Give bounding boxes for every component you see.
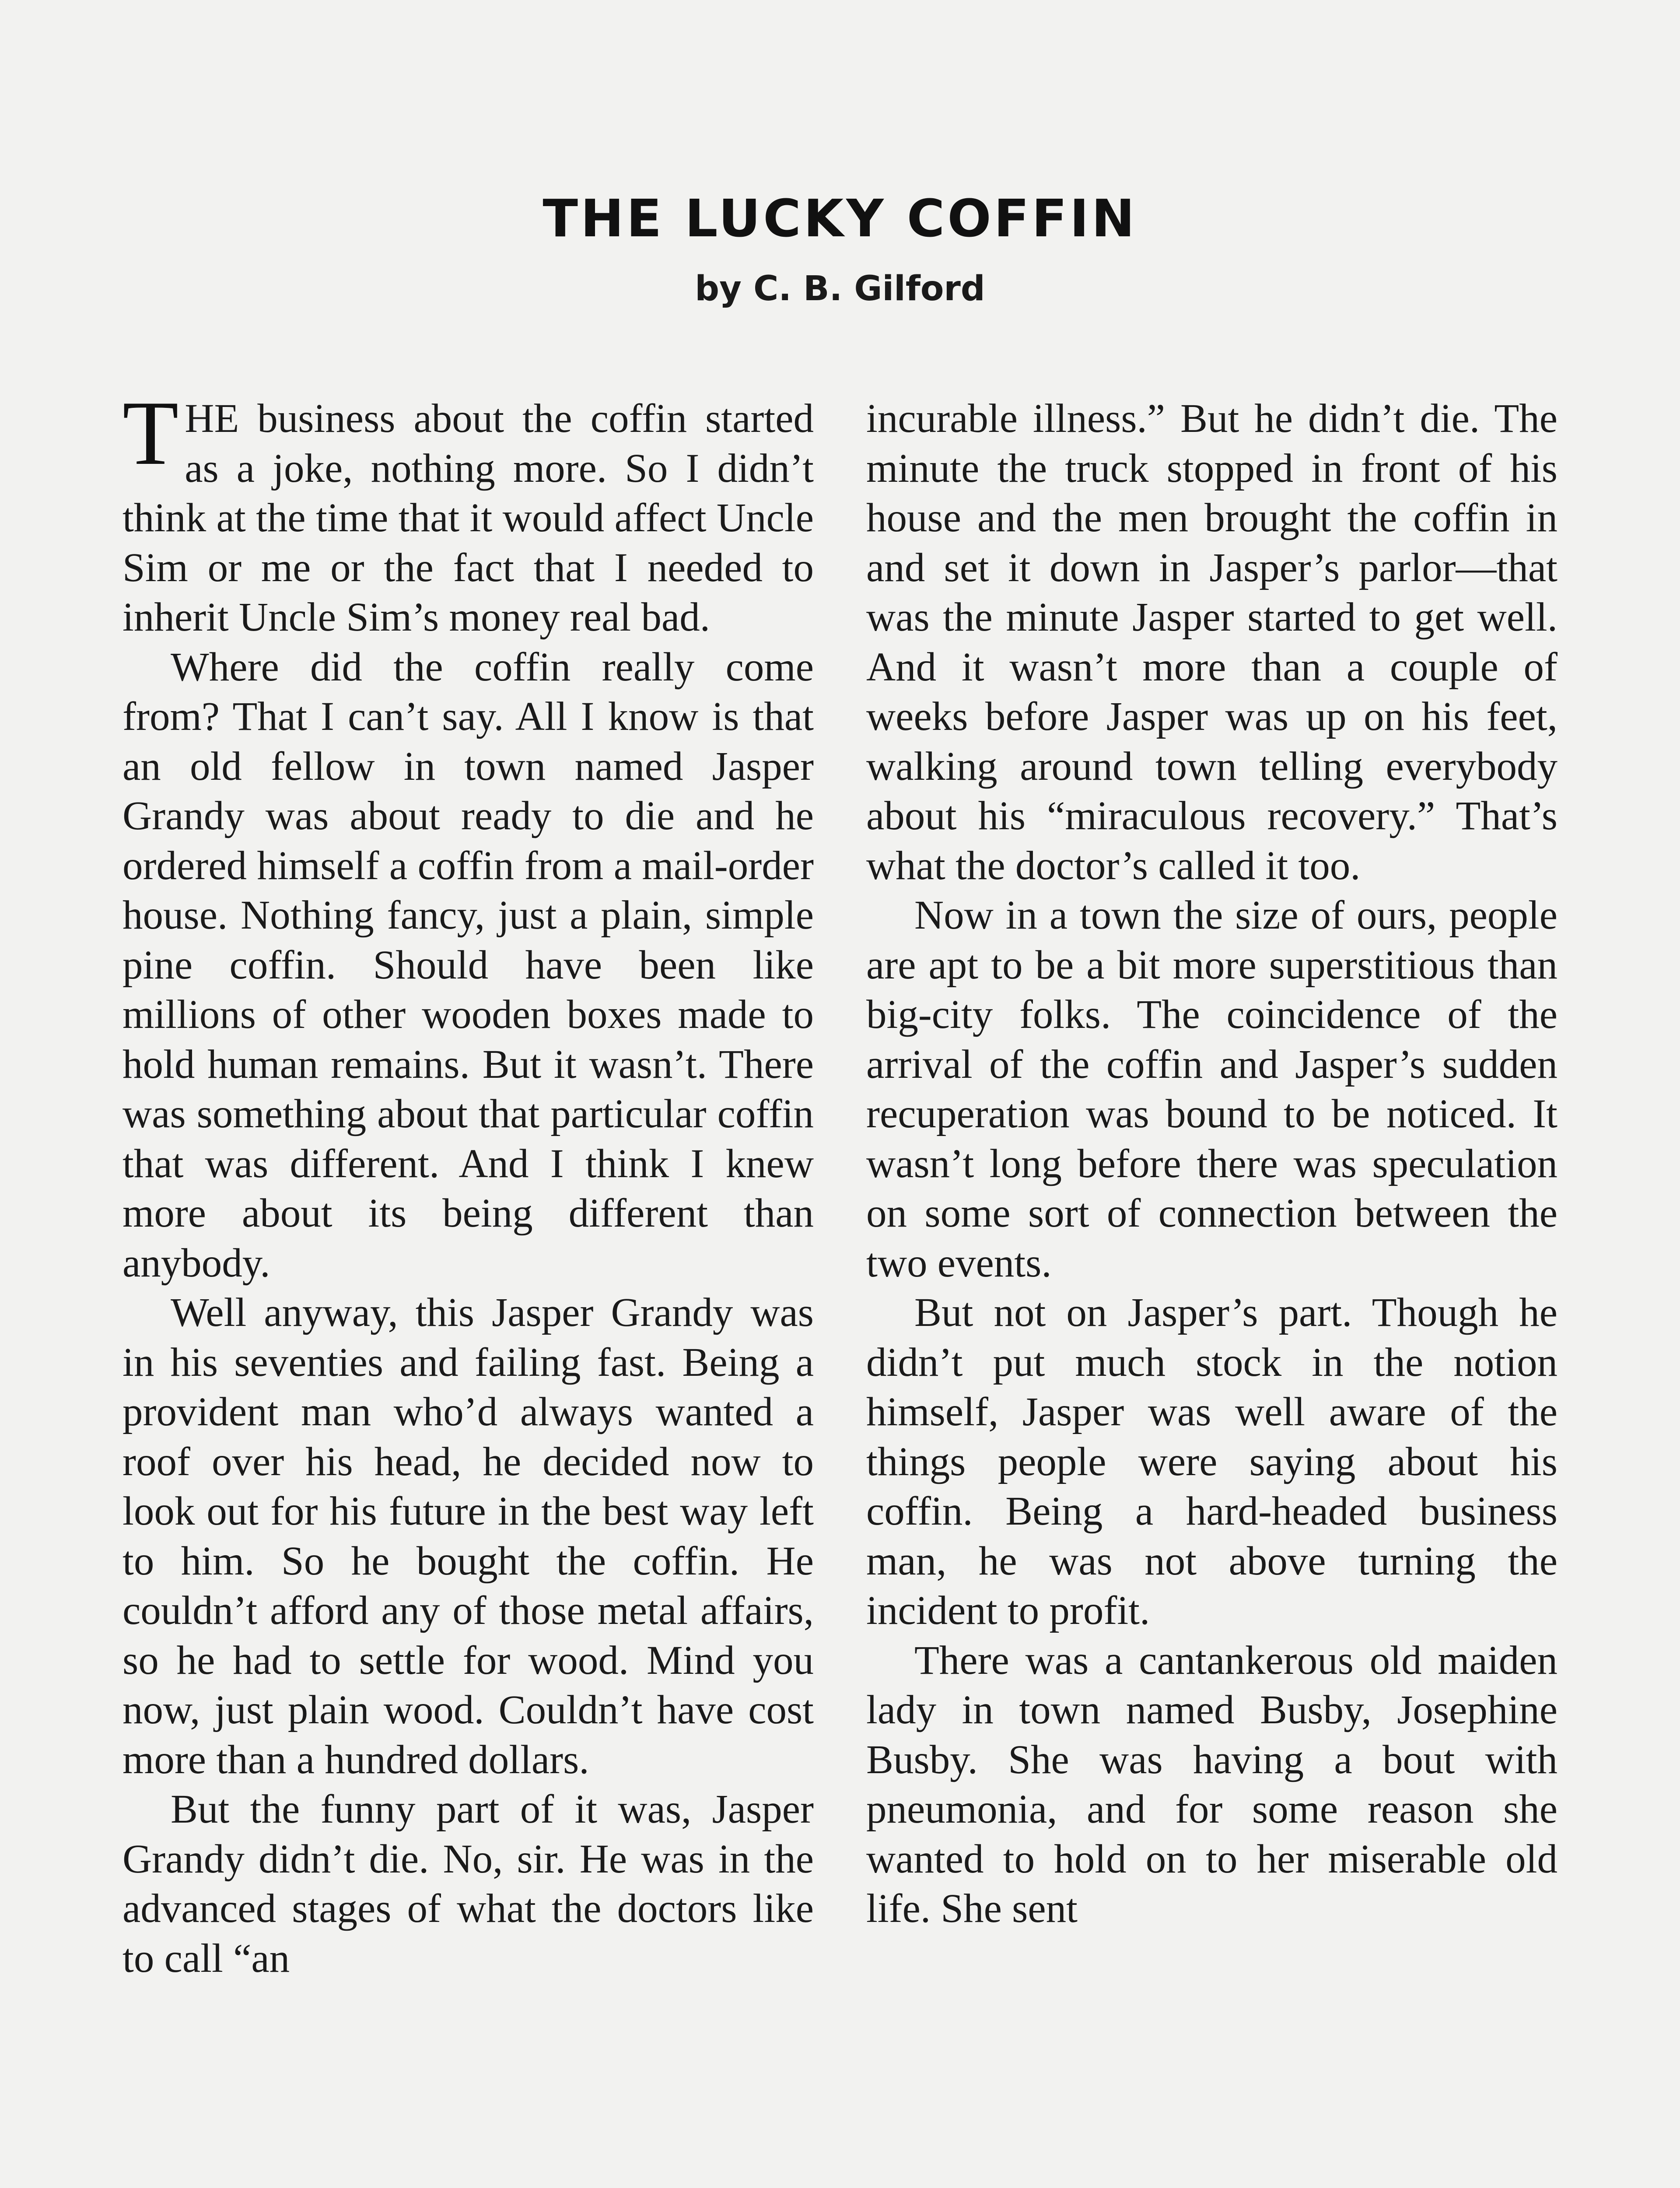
drop-cap: T xyxy=(122,382,179,484)
paragraph: There was a cantankerous old maiden lady in town named Busby, Josephine Busby. She was having a bout with pneumonia, and for some reason she wanted to hold on to her miserable old life. She sent xyxy=(866,1637,1558,1931)
paragraph: But the funny part of it was, Jasper Grandy didn’t die. No, sir. He was in the advanced stages of what the doctors like to call “an xyxy=(122,1787,814,1981)
paragraph: But not on Jasper’s part. Though he didn’t put much stock in the notion himself, Jasper was well aware of the things people were saying about his coffin. Being a hard-headed business man, he was not above turning the incident to profit. xyxy=(866,1290,1558,1633)
text-column-right xyxy=(866,394,1558,1934)
paragraph xyxy=(122,382,814,642)
paragraph-text: HE business about the coffin started as a joke, nothing more. So I didn’t think at the time that it would affect Uncle Sim or me or the fact that I needed to inherit Uncle Sim’s money real bad. xyxy=(122,396,814,640)
paragraph: Well anyway, this Jasper Grandy was in his seventies and failing fast. Being a provident man who’d always wanted a roof over his head, he decided now to look out for his future in the best way left to him. So he bought the coffin. He couldn’t afford any of those metal affairs, so he had to settle for wood. Mind you now, just plain wood. Couldn’t have cost more than a hundred dollars. xyxy=(122,1290,814,1782)
paragraph: Where did the coffin really come from? That I can’t say. All I know is that an old fellow in town named Jasper Grandy was about ready to die and he ordered himself a coffin from a mail-order house. Nothing fancy, just a plain, simple pine coffin. Should have been like millions of other wooden boxes made to hold human remains. But it wasn’t. There was something about that particular coffin that was different. And I think I knew more about its being different than anybody. xyxy=(122,644,814,1286)
text-column-left xyxy=(122,382,814,1983)
story-byline: by C. B. Gilford xyxy=(695,269,985,309)
paragraph: Now in a town the size of ours, people are apt to be a bit more superstitious than big-city folks. The coincidence of the arrival of the coffin and Jasper’s sudden recuperation was bound to be noticed. It wasn’t long before there was speculation on some sort of connection between the two events. xyxy=(866,893,1558,1286)
story-title: THE LUCKY COFFIN xyxy=(542,188,1138,249)
paragraph: incurable illness.” But he didn’t die. The minute the truck stopped in front of his house and the men brought the coffin in and set it down in Jasper’s parlor—that was the minute Jasper started to get well. And it wasn’t more than a couple of weeks before Jasper was up on his feet, walking around town telling everybody about his “miraculous recovery.” That’s what the doctor’s called it too. xyxy=(866,396,1558,888)
